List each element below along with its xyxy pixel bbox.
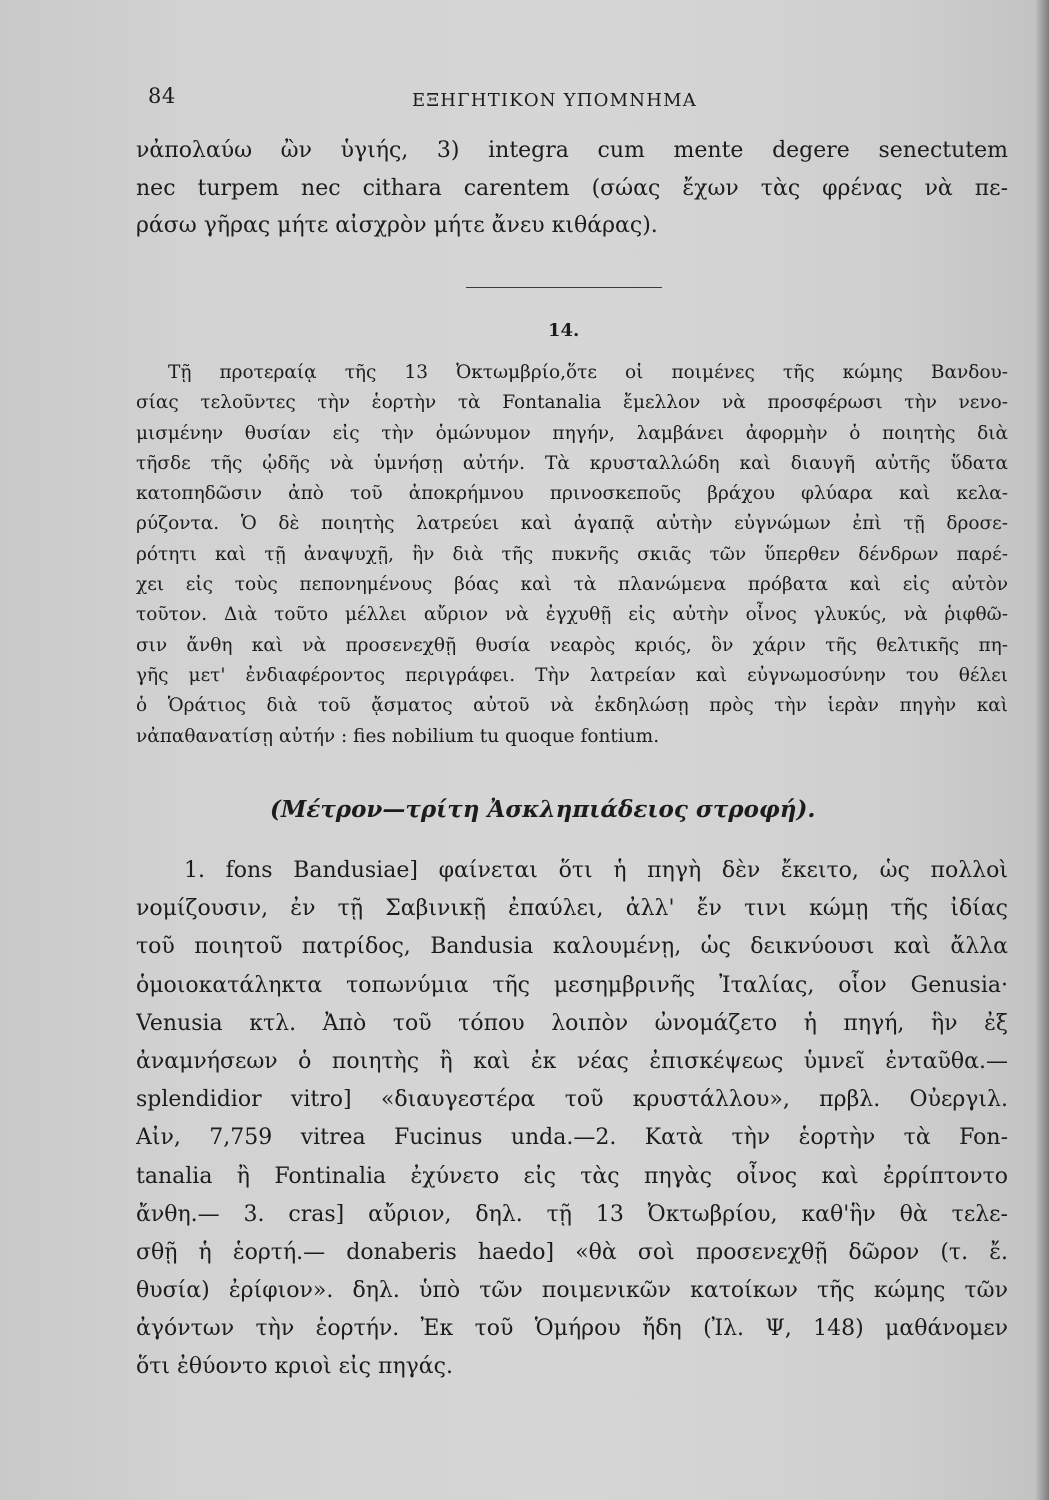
text-line: nec turpem nec cithara carentem (σώας ἔχων τὰς φρένας νὰ πε-: [136, 175, 1008, 201]
text-line: ἄνθη.— 3. cras] αὔριον, δηλ. τῇ 13 Ὀκτωβρίου, καθ'ἣν θὰ τελε-: [136, 1201, 1008, 1227]
text-line: σιν ἄνθη καὶ νὰ προσενεχθῇ θυσία νεαρὸς κριός, ὃν χάριν τῆς θελτικῆς πη-: [136, 634, 1008, 656]
text-line: μισμένην θυσίαν εἰς τὴν ὁμώνυμον πηγήν, λαμβάνει ἀφορμὴν ὁ ποιητὴς διὰ: [136, 422, 1008, 444]
text-line: σίας τελοῦντες τὴν ἑορτὴν τὰ Fontanalia ἔμελλον νὰ προσφέρωσι τὴν νενο-: [136, 392, 1008, 414]
text-line: tanalia ἢ Fontinalia ἐχύνετο εἰς τὰς πηγὰς οἶνος καὶ ἐρρίπτοντο: [136, 1163, 1008, 1189]
text-line: Τῇ προτεραίᾳ τῆς 13 Ὀκτωμβρίο,ὅτε οἱ ποιμένες τῆς κώμης Βανδου-: [168, 362, 1008, 383]
text-line: ἀγόντων τὴν ἑορτήν. Ἐκ τοῦ Ὁμήρου ἤδη (Ἰλ. Ψ, 148) μαθάνομεν: [136, 1316, 1008, 1342]
text-line: ρότητι καὶ τῇ ἀναψυχῇ, ἣν διὰ τῆς πυκνῆς σκιᾶς τῶν ὕπερθεν δένδρων παρέ-: [136, 543, 1008, 565]
text-line: χει εἰς τοὺς πεπονημένους βόας καὶ τὰ πλανώμενα πρόβατα καὶ εἰς αὐτὸν: [136, 574, 1008, 596]
text-line: ὁμοιοκατάληκτα τοπωνύμια τῆς μεσημβρινῆς Ἰταλίας, οἷον Genusia·: [136, 972, 1008, 998]
text-line: νομίζουσιν, ἐν τῇ Σαβινικῇ ἐπαύλει, ἀλλ' ἔν τινι κώμῃ τῆς ἰδίας: [136, 896, 1008, 922]
page-edge-shadow: [1035, 0, 1049, 1500]
text-line: θυσία) ἐρίφιον». δηλ. ὑπὸ τῶν ποιμενικῶν κατοίκων τῆς κώμης τῶν: [136, 1278, 1008, 1304]
text-line: τῆσδε τῆς ᾠδῆς νὰ ὑμνήσῃ αὐτήν. Τὰ κρυσταλλώδη καὶ διαυγῆ αὐτῆς ὕδατα: [136, 452, 1008, 474]
text-line: 1. fons Bandusiae] φαίνεται ὅτι ἡ πηγὴ δὲν ἔκειτο, ὡς πολλοὶ: [184, 858, 1008, 883]
text-line: τοῦτον. Διὰ τοῦτο μέλλει αὔριον νὰ ἐγχυθῇ εἰς αὐτὴν οἶνος γλυκύς, νὰ ῥιφθῶ-: [136, 604, 1008, 626]
notes-paragraph: [136, 852, 1008, 1387]
text-line: splendidior vitro] «διαυγεστέρα τοῦ κρυστάλλου», πρβλ. Οὐεργιλ.: [136, 1087, 1008, 1113]
running-head: ΕΞΗΓΗΤΙΚΟΝ ΥΠΟΜΝΗΜΑ: [412, 90, 697, 111]
text-line: ἀναμνήσεων ὁ ποιητὴς ἢ καὶ ἐκ νέας ἐπισκέψεως ὑμνεῖ ἐνταῦθα.—: [136, 1048, 1008, 1074]
text-line: νἀπολαύω ὢν ὑγιής, 3) integra cum mente degere senectutem: [136, 138, 1008, 163]
page-header: [148, 84, 1008, 120]
text-line: Αἰν, 7,759 vitrea Fucinus unda.—2. Κατὰ τὴν ἑορτὴν τὰ Fon-: [136, 1125, 1008, 1151]
text-line: ράσω γῆρας μήτε αἰσχρὸν μήτε ἄνευ κιθάρας).: [136, 213, 658, 238]
text-line: σθῇ ἡ ἑορτή.— donaberis haedo] «θὰ σοὶ προσενεχθῇ δῶρον (τ. ἔ.: [136, 1239, 1008, 1265]
text-line: γῆς μετ' ἐνδιαφέροντος περιγράφει. Τὴν λατρείαν καὶ εὐγνωμοσύνην του θέλει: [136, 664, 1008, 686]
section-divider: [466, 287, 662, 288]
page-number: 84: [148, 84, 176, 108]
meter-heading: (Μέτρον—τρίτη Ἀσκληπιάδειος στροφή).: [270, 796, 816, 823]
text-line: κατοπηδῶσιν ἀπὸ τοῦ ἀποκρήμνου πρινοσκεποῦς βράχου φλύαρα καὶ κελα-: [136, 483, 1008, 505]
text-line: νἀπαθανατίσῃ αὐτήν : fies nobilium tu quoque fontium.: [136, 725, 660, 747]
section-number: 14.: [548, 320, 580, 341]
intro-paragraph: [136, 132, 1008, 245]
text-line: Venusia κτλ. Ἀπὸ τοῦ τόπου λοιπὸν ὠνομάζετο ἡ πηγή, ἣν ἐξ: [136, 1010, 1008, 1036]
text-line: τοῦ ποιητοῦ πατρίδος, Bandusia καλουμένῃ, ὡς δεικνύουσι καὶ ἄλλα: [136, 934, 1008, 960]
text-line: ρύζοντα. Ὁ δὲ ποιητὴς λατρεύει καὶ ἀγαπᾷ αὐτὴν εὐγνώμων ἐπὶ τῇ δροσε-: [136, 513, 1008, 535]
text-line: ὅτι ἐθύοντο κριοὶ εἰς πηγάς.: [136, 1354, 453, 1380]
text-line: ὁ Ὁράτιος διὰ τοῦ ᾄσματος αὐτοῦ νὰ ἐκδηλώσῃ πρὸς τὴν ἱερὰν πηγὴν καὶ: [136, 695, 1008, 717]
commentary-paragraph: [136, 358, 1008, 752]
